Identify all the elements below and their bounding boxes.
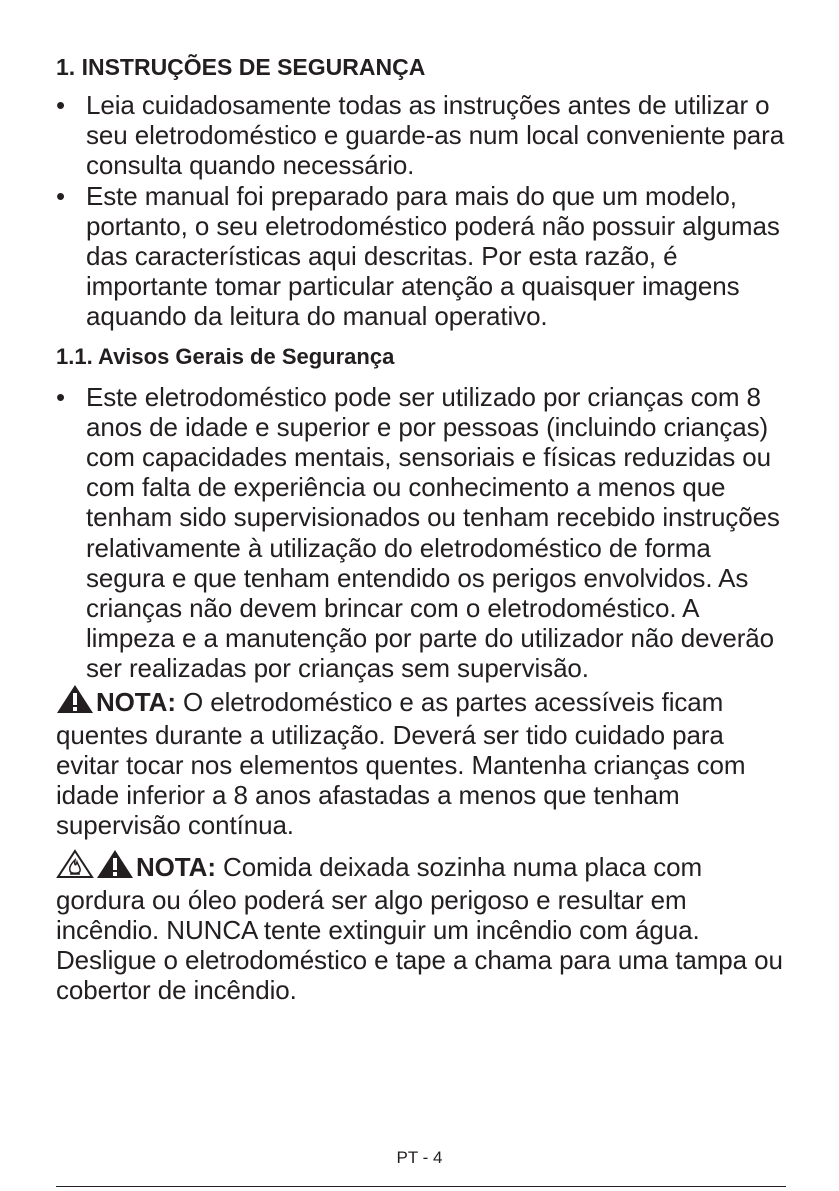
bullet-icon: • (56, 180, 66, 211)
subsection-title: 1.1. Avisos Gerais de Segurança (56, 343, 395, 369)
note-text: Comida deixada sozinha numa placa com gordura ou óleo poderá ser algo perigoso e resultar em incêndio. NUNCA tente extinguir um incêndio com água. Desligue o eletrodoméstico e tape a chama para uma tampa ou cobertor de incêndio. (56, 851, 783, 1006)
note-fire-hazard (56, 849, 786, 1006)
section-title: 1. INSTRUÇÕES DE SEGURANÇA (56, 54, 426, 80)
bullet-icon: • (56, 90, 66, 120)
footer-divider (56, 1186, 786, 1187)
note-text: O eletrodoméstico e as partes acessíveis ficam quentes durante a utilização. Deverá ser tido cuidado para evitar tocar nos elementos quentes. Mantenha crianças com idade inferior a 8 anos afastadas a menos que tenham supervisão contínua. (56, 686, 746, 841)
note-label: NOTA: (136, 851, 216, 882)
note-label: NOTA: (96, 686, 176, 717)
bullet-icon: • (56, 381, 66, 412)
subsection-bullet-list (56, 382, 786, 684)
bullet-text: Este manual foi preparado para mais do que um modelo, portanto, o seu eletrodoméstico poderá não possuir algumas das características aqui descritas. Por esta razão, é importante tomar particular atenção a quaisquer imagens aquando da leitura do manual operativo. (86, 180, 780, 332)
page-content (56, 52, 786, 1006)
warning-icon (96, 849, 134, 885)
warning-icon (56, 684, 94, 720)
list-item (56, 382, 786, 684)
fire-hazard-icon (56, 849, 94, 885)
section-bullet-list (56, 90, 786, 332)
list-item (56, 90, 786, 181)
bullet-text: Este eletrodoméstico pode ser utilizado por crianças com 8 anos de idade e superior e por pessoas (incluindo crianças) com capacidades mentais, sensoriais e físicas reduzidas ou com falta de experiência ou conhecimento a menos que tenham sido supervisionados ou tenham recebido instruções relativamente à utilização do eletrodoméstico de forma segura e que tenham entendido os perigos envolvidos. As crianças não devem brincar com o eletrodoméstico. A limpeza e a manutenção por parte do utilizador não deverão ser realizadas por crianças sem supervisão. (86, 381, 780, 684)
page-number: PT - 4 (396, 1148, 443, 1167)
bullet-text: Leia cuidadosamente todas as instruções antes de utilizar o seu eletrodoméstico e guarde-as num local conveniente para consulta quando necessário. (86, 90, 785, 181)
list-item (56, 181, 786, 332)
note-hot-surfaces (56, 684, 786, 841)
